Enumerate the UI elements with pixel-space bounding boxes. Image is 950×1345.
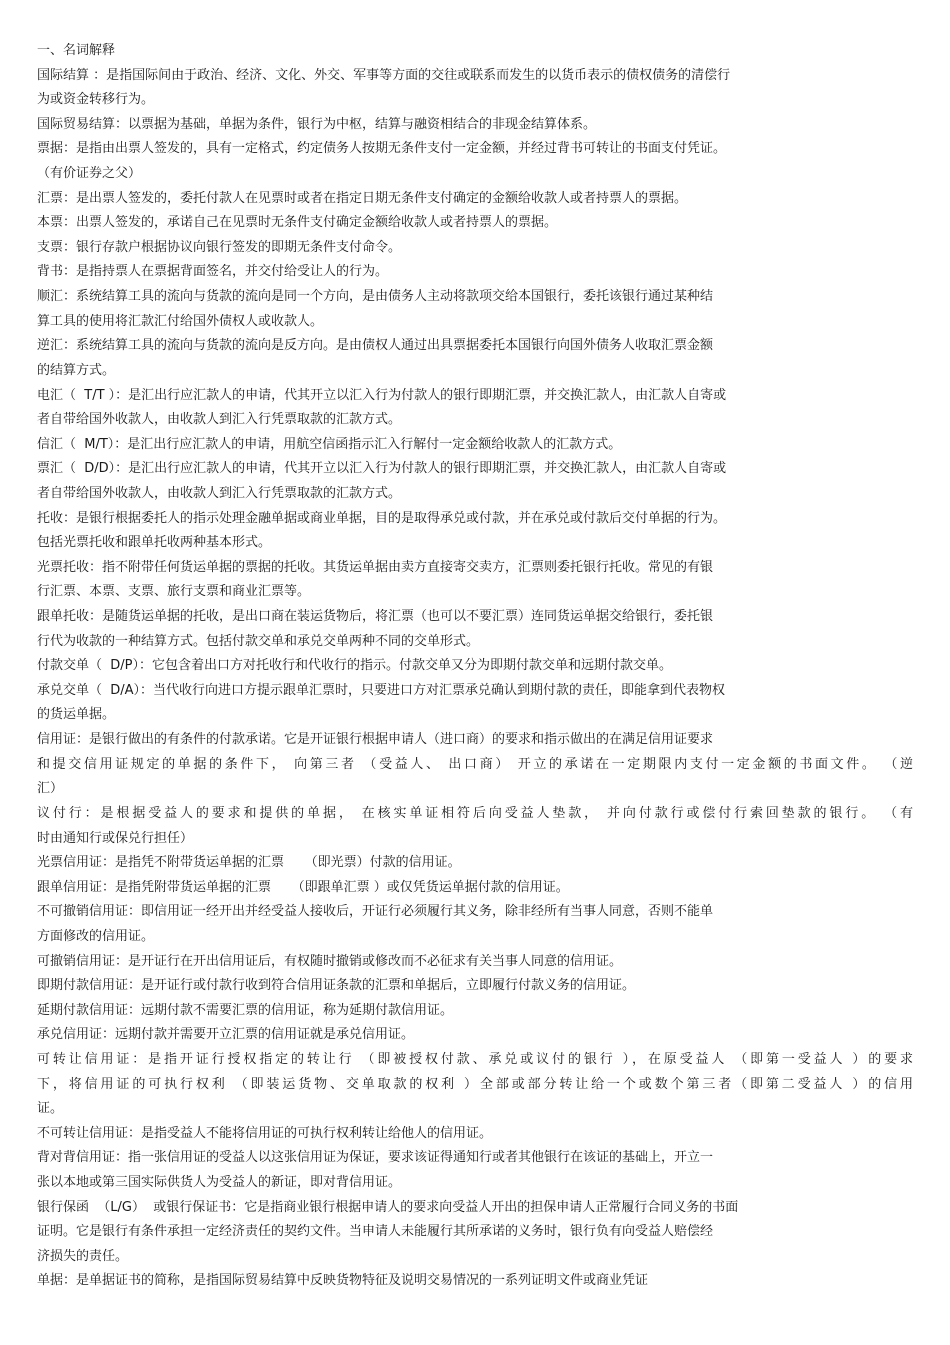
text-line: 汇票：是出票人签发的，委托付款人在见票时或者在指定日期无条件支付确定的金额给收款人或者持票人的票据。 (37, 190, 688, 206)
text-line: 下，将信用证的可执行权利 （即装运货物、交单取款的权利 ）全部或部分转让给一个或数个第三者（即第二受益人 ）的信用 (37, 1076, 913, 1092)
text-line: 张以本地或第三国实际供货人为受益人的新证，即对背信用证。 (37, 1175, 402, 1191)
text-line: 银行保函 （L/G） 或银行保证书：它是指商业银行根据申请人的要求向受益人开出的担保申请人正常履行合同义务的书面 (37, 1199, 739, 1215)
text-line: 可转让信用证：是指开证行授权指定的转让行 （即被授权付款、承兑或议付的银行 ），在原受益人 （即第一受益人 ）的要求 (37, 1051, 913, 1067)
text-line: 付款交单（ D/P）：它包含着出口方对托收行和代收行的指示。付款交单又分为即期付款交单和远期付款交单。 (37, 658, 672, 674)
text-line: 票汇（ D/D）：是汇出行应汇款人的申请，代其开立以汇入行为付款人的银行即期汇票，并交换汇款人，由汇款人自寄或 (37, 461, 727, 477)
text-line: 的货运单据。 (37, 707, 116, 723)
text-line: 者自带给国外收款人，由收款人到汇入行凭票取款的汇款方式。 (37, 412, 402, 428)
text-line: 为或资金转移行为。 (37, 92, 155, 108)
text-line: 国际贸易结算：以票据为基础，单据为条件，银行为中枢，结算与融资相结合的非现金结算体系。 (37, 116, 597, 132)
text-line: 背书：是指持票人在票据背面签名，并交付给受让人的行为。 (37, 264, 389, 280)
text-line: 时由通知行或保兑行担任） (37, 830, 194, 846)
text-line: 者自带给国外收款人，由收款人到汇入行凭票取款的汇款方式。 (37, 485, 402, 501)
text-line: 承兑信用证：远期付款并需要开立汇票的信用证就是承兑信用证。 (37, 1027, 415, 1043)
text-line: 行汇票、本票、支票、旅行支票和商业汇票等。 (37, 584, 311, 600)
text-line: 光票托收：指不附带任何货运单据的票据的托收。其货运单据由卖方直接寄交卖方，汇票则委托银行托收。常见的有银 (37, 559, 714, 575)
text-line: 光票信用证：是指凭不附带货运单据的汇票 （即光票）付款的信用证。 (37, 855, 461, 871)
text-line: 跟单信用证：是指凭附带货运单据的汇票 （即跟单汇票 ）或仅凭货运单据付款的信用证。 (37, 879, 569, 895)
text-line: 议付行：是根据受益人的要求和提供的单据， 在核实单证相符后向受益人垫款， 并向付款行或偿付行索回垫款的银行。 （有 (37, 805, 913, 821)
text-line: 信用证：是银行做出的有条件的付款承诺。它是开证银行根据申请人（进口商）的要求和指示做出的在满足信用证要求 (37, 732, 714, 748)
text-line: 信汇（ M/T）：是汇出行应汇款人的申请，用航空信函指示汇入行解付一定金额给收款人的汇款方式。 (37, 436, 622, 452)
text-line: 托收：是银行根据委托人的指示处理金融单据或商业单据，目的是取得承兑或付款，并在承兑或付款后交付单据的行为。 (37, 510, 727, 526)
text-line: 不可转让信用证：是指受益人不能将信用证的可执行权利转让给他人的信用证。 (37, 1125, 493, 1141)
document-body (37, 39, 913, 1294)
text-line: 行代为收款的一种结算方式。包括付款交单和承兑交单两种不同的交单形式。 (37, 633, 480, 649)
text-line: 可撤销信用证：是开证行在开出信用证后，有权随时撤销或修改而不必征求有关当事人同意的信用证。 (37, 953, 623, 969)
text-line: 背对背信用证：指一张信用证的受益人以这张信用证为保证，要求该证得通知行或者其他银行在该证的基础上，开立一 (37, 1150, 714, 1166)
text-line: 顺汇：系统结算工具的流向与货款的流向是同一个方向，是由债务人主动将款项交给本国银行，委托该银行通过某种结 (37, 289, 714, 305)
text-line: 算工具的使用将汇款汇付给国外债权人或收款人。 (37, 313, 324, 329)
text-line: 汇） (37, 781, 64, 797)
text-line: 本票：出票人签发的，承诺自己在见票时无条件支付确定金额给收款人或者持票人的票据。 (37, 215, 558, 231)
text-line: 逆汇：系统结算工具的流向与货款的流向是反方向。是由债权人通过出具票据委托本国银行向国外债务人收取汇票金额 (37, 338, 714, 354)
text-line: 证。 (37, 1101, 64, 1117)
text-line: 电汇（ T/T ）：是汇出行应汇款人的申请，代其开立以汇入行为付款人的银行即期汇票，并交换汇款人，由汇款人自寄或 (37, 387, 727, 403)
text-line: （有价证券之父） (37, 166, 142, 182)
text-line: 方面修改的信用证。 (37, 928, 155, 944)
text-line: 和提交信用证规定的单据的条件下， 向第三者 （受益人、 出口商） 开立的承诺在一定期限内支付一定金额的书面文件。 （逆 (37, 756, 913, 772)
text-line: 不可撤销信用证：即信用证一经开出并经受益人接收后，开证行必须履行其义务，除非经所有当事人同意，否则不能单 (37, 904, 714, 920)
text-line: 证明。它是银行有条件承担一定经济责任的契约文件。当申请人未能履行其所承诺的义务时，银行负有向受益人赔偿经 (37, 1224, 714, 1240)
section-heading: 一、名词解释 (37, 43, 116, 58)
text-line: 即期付款信用证：是开证行或付款行收到符合信用证条款的汇票和单据后，立即履行付款义务的信用证。 (37, 978, 636, 994)
text-line: 票据：是指由出票人签发的，具有一定格式，约定债务人按期无条件支付一定金额，并经过背书可转让的书面支付凭证。 (37, 141, 727, 157)
text-line: 国际结算 ：是指国际间由于政治、经济、文化、外交、军事等方面的交往或联系而发生的以货币表示的债权债务的清偿行 (37, 67, 731, 83)
text-line: 的结算方式。 (37, 362, 116, 378)
text-line: 支票：银行存款户根据协议向银行签发的即期无条件支付命令。 (37, 239, 402, 255)
text-line: 延期付款信用证：远期付款不需要汇票的信用证，称为延期付款信用证。 (37, 1002, 454, 1018)
text-line: 单据：是单据证书的简称，是指国际贸易结算中反映货物特征及说明交易情况的一系列证明文件或商业凭证 (37, 1273, 649, 1289)
text-line: 承兑交单（ D/A）：当代收行向进口方提示跟单汇票时，只要进口方对汇票承兑确认到期付款的责任，即能拿到代表物权 (37, 682, 726, 698)
text-line: 济损失的责任。 (37, 1248, 129, 1264)
text-line: 包括光票托收和跟单托收两种基本形式。 (37, 535, 272, 551)
text-line: 跟单托收：是随货运单据的托收，是出口商在装运货物后，将汇票（也可以不要汇票）连同货运单据交给银行，委托银 (37, 609, 714, 625)
